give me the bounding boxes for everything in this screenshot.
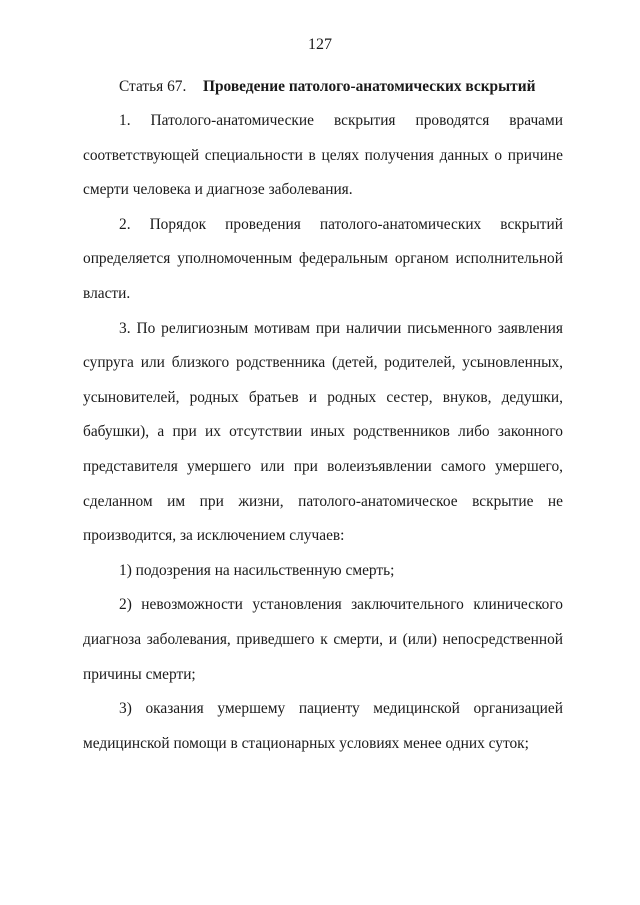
page-number: 127 (308, 36, 332, 53)
list-item-2: 2) невозможности установления заключительного клинического диагноза заболевания, приведшего к смерти, и (или) непосредственной причины смерти; (83, 596, 563, 683)
list-item-1: 1) подозрения на насильственную смерть; (119, 561, 395, 579)
article-number: Статья 67. (119, 78, 187, 95)
document-body (83, 69, 563, 761)
paragraph-2: 2. Порядок проведения патолого-анатомических вскрытий определяется уполномоченным федеральным органом исполнительной власти. (83, 215, 563, 302)
article-heading (83, 69, 563, 104)
paragraph-1: 1. Патолого-анатомические вскрытия проводятся врачами соответствующей специальности в целях получения данных о причине смерти человека и диагнозе заболевания. (83, 112, 563, 199)
article-title: Проведение патолого-анатомических вскрытий (203, 78, 536, 95)
paragraph-3: 3. По религиозным мотивам при наличии письменного заявления супруга или близкого родственника (детей, родителей, усыновленных, усыновителей, родных братьев и родных сестер, внуков, дедушки, бабушки), а при их отсутствии иных родственников либо законного представителя умершего или при волеизъявлении самого умершего, сделанном им при жизни, патолого-анатомическое вскрытие не производится, за исключением случаев: (83, 319, 563, 545)
list-item-3: 3) оказания умершему пациенту медицинской организацией медицинской помощи в стационарных условиях менее одних суток; (83, 700, 563, 752)
